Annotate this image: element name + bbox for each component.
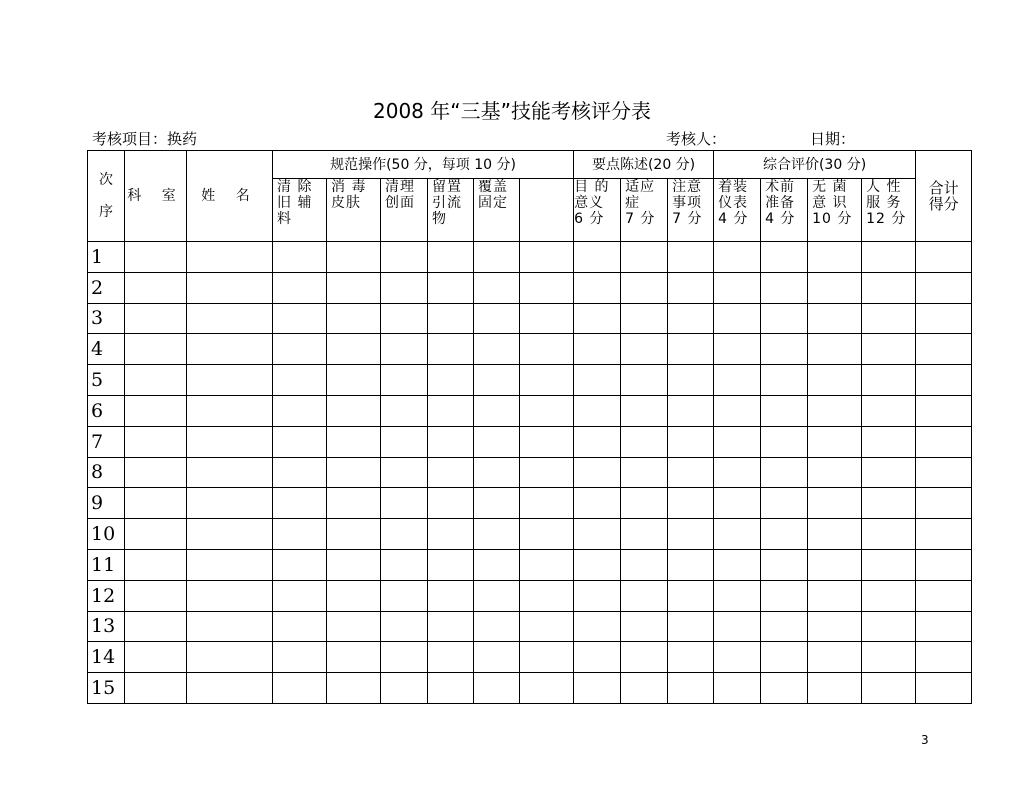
score-cell[interactable] xyxy=(668,457,714,488)
header-name: 姓 名 xyxy=(187,151,273,242)
score-cell[interactable] xyxy=(520,549,574,580)
group-overall-evaluation: 综合评价(30 分) xyxy=(714,151,916,179)
score-cell[interactable] xyxy=(474,334,520,365)
score-cell[interactable] xyxy=(428,580,474,611)
subheader-disinfect-skin: 消 毒 皮肤 xyxy=(327,179,381,242)
subheader-cover-fix: 覆盖 固定 xyxy=(474,179,520,242)
assessor-label: 考核人： xyxy=(666,130,727,148)
date-label: 日期： xyxy=(810,130,856,148)
score-cell[interactable] xyxy=(187,611,273,642)
score-cell[interactable] xyxy=(761,519,808,550)
score-cell[interactable] xyxy=(520,426,574,457)
table-row xyxy=(88,580,972,611)
score-cell[interactable] xyxy=(862,549,916,580)
score-cell[interactable] xyxy=(862,426,916,457)
score-cell[interactable] xyxy=(474,488,520,519)
score-cell[interactable] xyxy=(574,519,621,550)
score-cell[interactable] xyxy=(761,549,808,580)
score-cell[interactable] xyxy=(327,365,381,396)
subheader-remove-dressing: 清 除 旧 辅 料 xyxy=(273,179,327,242)
score-cell[interactable] xyxy=(187,457,273,488)
score-cell[interactable] xyxy=(520,580,574,611)
score-cell[interactable] xyxy=(574,457,621,488)
table-row xyxy=(88,673,972,704)
score-cell[interactable] xyxy=(273,334,327,365)
score-cell[interactable] xyxy=(916,457,972,488)
row-number: 7 xyxy=(88,426,125,457)
score-cell[interactable] xyxy=(714,580,761,611)
score-cell[interactable] xyxy=(862,457,916,488)
score-cell[interactable] xyxy=(761,611,808,642)
group-key-statement: 要点陈述(20 分) xyxy=(574,151,714,179)
score-cell[interactable] xyxy=(428,365,474,396)
score-cell[interactable] xyxy=(428,426,474,457)
score-cell[interactable] xyxy=(273,673,327,704)
score-cell[interactable] xyxy=(381,519,428,550)
score-cell[interactable] xyxy=(520,303,574,334)
score-cell[interactable] xyxy=(428,642,474,673)
row-number: 1 xyxy=(88,242,125,273)
score-cell[interactable] xyxy=(381,395,428,426)
score-cell[interactable] xyxy=(187,488,273,519)
score-cell[interactable] xyxy=(428,673,474,704)
score-cell[interactable] xyxy=(574,303,621,334)
score-cell[interactable] xyxy=(621,242,668,273)
header-order: 次 序 xyxy=(88,151,125,242)
score-cell[interactable] xyxy=(862,642,916,673)
score-cell[interactable] xyxy=(668,334,714,365)
score-cell[interactable] xyxy=(381,673,428,704)
score-cell[interactable] xyxy=(520,673,574,704)
table-row xyxy=(88,426,972,457)
score-cell[interactable] xyxy=(474,673,520,704)
score-cell[interactable] xyxy=(714,365,761,396)
score-cell[interactable] xyxy=(714,395,761,426)
score-cell[interactable] xyxy=(668,611,714,642)
score-cell[interactable] xyxy=(574,642,621,673)
assessment-project-label: 考核项目：换药 xyxy=(92,130,198,148)
score-cell[interactable] xyxy=(574,580,621,611)
score-cell[interactable] xyxy=(520,457,574,488)
table-row xyxy=(88,549,972,580)
row-number: 15 xyxy=(88,673,125,704)
score-cell[interactable] xyxy=(187,673,273,704)
score-cell[interactable] xyxy=(808,365,862,396)
score-cell[interactable] xyxy=(714,303,761,334)
score-cell[interactable] xyxy=(621,457,668,488)
score-cell[interactable] xyxy=(916,549,972,580)
score-cell[interactable] xyxy=(862,334,916,365)
score-cell[interactable] xyxy=(187,395,273,426)
row-number: 11 xyxy=(88,549,125,580)
score-cell[interactable] xyxy=(381,580,428,611)
subheader-place-drain: 留置 引流 物 xyxy=(428,179,474,242)
score-cell[interactable] xyxy=(916,673,972,704)
score-cell[interactable] xyxy=(327,611,381,642)
score-cell[interactable] xyxy=(327,395,381,426)
score-cell[interactable] xyxy=(621,549,668,580)
row-number: 4 xyxy=(88,334,125,365)
score-cell[interactable] xyxy=(761,673,808,704)
score-cell[interactable] xyxy=(808,457,862,488)
score-cell[interactable] xyxy=(474,303,520,334)
score-cell[interactable] xyxy=(714,611,761,642)
score-cell[interactable] xyxy=(125,242,187,273)
score-cell[interactable] xyxy=(381,457,428,488)
header-department: 科 室 xyxy=(125,151,187,242)
score-cell[interactable] xyxy=(474,611,520,642)
score-cell[interactable] xyxy=(808,580,862,611)
score-cell[interactable] xyxy=(574,272,621,303)
score-cell[interactable] xyxy=(574,549,621,580)
score-cell[interactable] xyxy=(668,673,714,704)
score-cell[interactable] xyxy=(327,303,381,334)
score-cell[interactable] xyxy=(761,426,808,457)
score-cell[interactable] xyxy=(125,642,187,673)
score-cell[interactable] xyxy=(381,426,428,457)
score-cell[interactable] xyxy=(621,488,668,519)
score-cell[interactable] xyxy=(621,580,668,611)
score-cell[interactable] xyxy=(574,395,621,426)
score-cell[interactable] xyxy=(125,611,187,642)
score-cell[interactable] xyxy=(381,272,428,303)
page-number: 3 xyxy=(921,733,929,747)
score-cell[interactable] xyxy=(520,611,574,642)
score-cell[interactable] xyxy=(520,272,574,303)
score-cell[interactable] xyxy=(808,272,862,303)
group-standard-operation: 规范操作(50 分，每项 10 分) xyxy=(273,151,574,179)
score-cell[interactable] xyxy=(273,395,327,426)
score-cell[interactable] xyxy=(714,457,761,488)
score-cell[interactable] xyxy=(327,272,381,303)
score-cell[interactable] xyxy=(520,334,574,365)
score-cell[interactable] xyxy=(621,395,668,426)
score-cell[interactable] xyxy=(808,488,862,519)
score-cell[interactable] xyxy=(520,519,574,550)
score-cell[interactable] xyxy=(327,426,381,457)
score-cell[interactable] xyxy=(520,642,574,673)
score-cell[interactable] xyxy=(428,272,474,303)
score-cell[interactable] xyxy=(668,272,714,303)
table-row xyxy=(88,303,972,334)
row-number: 14 xyxy=(88,642,125,673)
score-cell[interactable] xyxy=(125,519,187,550)
table-row xyxy=(88,519,972,550)
score-cell[interactable] xyxy=(862,365,916,396)
score-cell[interactable] xyxy=(916,519,972,550)
score-cell[interactable] xyxy=(428,488,474,519)
score-cell[interactable] xyxy=(428,549,474,580)
score-cell[interactable] xyxy=(761,580,808,611)
table-row xyxy=(88,642,972,673)
score-cell[interactable] xyxy=(125,673,187,704)
score-cell[interactable] xyxy=(381,488,428,519)
table-row xyxy=(88,457,972,488)
score-cell[interactable] xyxy=(273,580,327,611)
score-cell[interactable] xyxy=(808,303,862,334)
score-cell[interactable] xyxy=(621,303,668,334)
score-cell[interactable] xyxy=(273,365,327,396)
score-cell[interactable] xyxy=(474,549,520,580)
score-cell[interactable] xyxy=(381,642,428,673)
score-cell[interactable] xyxy=(714,488,761,519)
table-row xyxy=(88,242,972,273)
score-cell[interactable] xyxy=(574,242,621,273)
score-cell[interactable] xyxy=(862,395,916,426)
score-cell[interactable] xyxy=(125,549,187,580)
score-cell[interactable] xyxy=(761,642,808,673)
score-cell[interactable] xyxy=(474,457,520,488)
score-cell[interactable] xyxy=(574,365,621,396)
table-row xyxy=(88,611,972,642)
score-cell[interactable] xyxy=(381,611,428,642)
row-number: 8 xyxy=(88,457,125,488)
score-cell[interactable] xyxy=(916,611,972,642)
row-number: 9 xyxy=(88,488,125,519)
score-cell[interactable] xyxy=(474,395,520,426)
score-cell[interactable] xyxy=(187,334,273,365)
subheader-clean-wound: 清理 创面 xyxy=(381,179,428,242)
score-cell[interactable] xyxy=(714,642,761,673)
score-cell[interactable] xyxy=(761,242,808,273)
table-row xyxy=(88,395,972,426)
score-cell[interactable] xyxy=(327,488,381,519)
score-cell[interactable] xyxy=(574,426,621,457)
score-cell[interactable] xyxy=(621,334,668,365)
score-cell[interactable] xyxy=(474,519,520,550)
score-cell[interactable] xyxy=(808,611,862,642)
score-cell[interactable] xyxy=(668,303,714,334)
score-cell[interactable] xyxy=(125,303,187,334)
score-cell[interactable] xyxy=(808,673,862,704)
score-cell[interactable] xyxy=(808,242,862,273)
score-cell[interactable] xyxy=(428,334,474,365)
score-cell[interactable] xyxy=(273,303,327,334)
score-cell[interactable] xyxy=(862,611,916,642)
score-cell[interactable] xyxy=(621,519,668,550)
score-cell[interactable] xyxy=(714,426,761,457)
score-cell[interactable] xyxy=(474,242,520,273)
score-cell[interactable] xyxy=(862,673,916,704)
score-cell[interactable] xyxy=(125,334,187,365)
table-row xyxy=(88,488,972,519)
score-cell[interactable] xyxy=(125,580,187,611)
score-cell[interactable] xyxy=(668,365,714,396)
score-cell[interactable] xyxy=(273,242,327,273)
score-cell[interactable] xyxy=(187,549,273,580)
score-table xyxy=(87,150,972,704)
score-cell[interactable] xyxy=(187,580,273,611)
score-cell[interactable] xyxy=(273,549,327,580)
score-cell[interactable] xyxy=(327,549,381,580)
row-number: 10 xyxy=(88,519,125,550)
score-cell[interactable] xyxy=(621,673,668,704)
score-cell[interactable] xyxy=(916,488,972,519)
score-cell[interactable] xyxy=(327,673,381,704)
score-cell[interactable] xyxy=(916,426,972,457)
score-cell[interactable] xyxy=(862,519,916,550)
table-row xyxy=(88,365,972,396)
subheader-blank xyxy=(520,179,574,242)
score-cell[interactable] xyxy=(714,242,761,273)
score-cell[interactable] xyxy=(761,395,808,426)
subheader-aseptic-awareness: 无 菌 意 识 10 分 xyxy=(808,179,862,242)
score-cell[interactable] xyxy=(187,365,273,396)
score-cell[interactable] xyxy=(273,642,327,673)
score-cell[interactable] xyxy=(916,395,972,426)
score-cell[interactable] xyxy=(381,365,428,396)
score-cell[interactable] xyxy=(808,519,862,550)
score-cell[interactable] xyxy=(520,242,574,273)
subheader-precautions: 注意 事项 7 分 xyxy=(668,179,714,242)
row-number: 6 xyxy=(88,395,125,426)
subheader-humane-service: 人 性 服 务 12 分 xyxy=(862,179,916,242)
score-cell[interactable] xyxy=(916,272,972,303)
score-cell[interactable] xyxy=(327,580,381,611)
row-number: 12 xyxy=(88,580,125,611)
score-cell[interactable] xyxy=(474,580,520,611)
score-cell[interactable] xyxy=(428,395,474,426)
score-cell[interactable] xyxy=(761,365,808,396)
score-cell[interactable] xyxy=(520,488,574,519)
score-cell[interactable] xyxy=(761,488,808,519)
score-cell[interactable] xyxy=(621,272,668,303)
score-cell[interactable] xyxy=(273,272,327,303)
subheader-preoperative-prep: 术前 准备 4 分 xyxy=(761,179,808,242)
score-cell[interactable] xyxy=(862,272,916,303)
score-cell[interactable] xyxy=(520,395,574,426)
score-cell[interactable] xyxy=(125,395,187,426)
score-cell[interactable] xyxy=(808,426,862,457)
score-cell[interactable] xyxy=(327,242,381,273)
score-cell[interactable] xyxy=(808,395,862,426)
score-cell[interactable] xyxy=(474,642,520,673)
subheader-indication: 适应 症 7 分 xyxy=(621,179,668,242)
score-cell[interactable] xyxy=(714,272,761,303)
score-cell[interactable] xyxy=(428,303,474,334)
score-cell[interactable] xyxy=(381,549,428,580)
score-cell[interactable] xyxy=(574,673,621,704)
score-cell[interactable] xyxy=(916,365,972,396)
score-cell[interactable] xyxy=(125,488,187,519)
score-cell[interactable] xyxy=(862,580,916,611)
score-cell[interactable] xyxy=(574,611,621,642)
score-cell[interactable] xyxy=(474,272,520,303)
header-total-score: 合计 得分 xyxy=(916,151,972,242)
score-cell[interactable] xyxy=(916,303,972,334)
score-cell[interactable] xyxy=(668,519,714,550)
score-cell[interactable] xyxy=(916,642,972,673)
score-cell[interactable] xyxy=(668,395,714,426)
score-cell[interactable] xyxy=(125,365,187,396)
row-number: 5 xyxy=(88,365,125,396)
score-cell[interactable] xyxy=(761,272,808,303)
score-cell[interactable] xyxy=(474,426,520,457)
score-cell[interactable] xyxy=(125,457,187,488)
score-cell[interactable] xyxy=(714,673,761,704)
score-cell[interactable] xyxy=(428,242,474,273)
score-cell[interactable] xyxy=(862,303,916,334)
row-number: 3 xyxy=(88,303,125,334)
score-cell[interactable] xyxy=(668,426,714,457)
score-cell[interactable] xyxy=(273,426,327,457)
score-cell[interactable] xyxy=(327,457,381,488)
score-cell[interactable] xyxy=(574,334,621,365)
page-title: 2008 年“三基”技能考核评分表 xyxy=(373,99,651,123)
score-cell[interactable] xyxy=(668,549,714,580)
score-cell[interactable] xyxy=(761,334,808,365)
score-cell[interactable] xyxy=(916,580,972,611)
score-cell[interactable] xyxy=(125,272,187,303)
score-cell[interactable] xyxy=(916,334,972,365)
row-number: 13 xyxy=(88,611,125,642)
score-cell[interactable] xyxy=(714,334,761,365)
score-cell[interactable] xyxy=(668,242,714,273)
table-row xyxy=(88,272,972,303)
score-cell[interactable] xyxy=(428,457,474,488)
score-cell[interactable] xyxy=(574,488,621,519)
score-cell[interactable] xyxy=(862,488,916,519)
score-cell[interactable] xyxy=(808,334,862,365)
score-cell[interactable] xyxy=(668,580,714,611)
score-cell[interactable] xyxy=(714,519,761,550)
score-cell[interactable] xyxy=(327,642,381,673)
score-cell[interactable] xyxy=(187,272,273,303)
score-cell[interactable] xyxy=(187,519,273,550)
score-cell[interactable] xyxy=(381,303,428,334)
score-cell[interactable] xyxy=(327,519,381,550)
score-cell[interactable] xyxy=(381,334,428,365)
score-cell[interactable] xyxy=(668,642,714,673)
score-cell[interactable] xyxy=(621,611,668,642)
score-cell[interactable] xyxy=(808,549,862,580)
score-cell[interactable] xyxy=(428,611,474,642)
score-cell[interactable] xyxy=(761,457,808,488)
subheader-attire: 着装 仪表 4 分 xyxy=(714,179,761,242)
table-row xyxy=(88,334,972,365)
score-cell[interactable] xyxy=(621,642,668,673)
score-cell[interactable] xyxy=(428,519,474,550)
score-cell[interactable] xyxy=(381,242,428,273)
score-cell[interactable] xyxy=(808,642,862,673)
score-cell[interactable] xyxy=(187,303,273,334)
score-cell[interactable] xyxy=(273,611,327,642)
score-cell[interactable] xyxy=(273,519,327,550)
score-cell[interactable] xyxy=(273,488,327,519)
score-cell[interactable] xyxy=(761,303,808,334)
score-cell[interactable] xyxy=(327,334,381,365)
score-cell[interactable] xyxy=(621,426,668,457)
score-cell[interactable] xyxy=(125,426,187,457)
row-number: 2 xyxy=(88,272,125,303)
score-cell[interactable] xyxy=(668,488,714,519)
subheader-purpose: 目 的 意义 6 分 xyxy=(574,179,621,242)
score-cell[interactable] xyxy=(714,549,761,580)
score-cell[interactable] xyxy=(862,242,916,273)
score-cell[interactable] xyxy=(187,426,273,457)
score-cell[interactable] xyxy=(474,365,520,396)
score-cell[interactable] xyxy=(916,242,972,273)
score-cell[interactable] xyxy=(621,365,668,396)
score-cell[interactable] xyxy=(520,365,574,396)
score-cell[interactable] xyxy=(273,457,327,488)
score-cell[interactable] xyxy=(187,642,273,673)
score-cell[interactable] xyxy=(187,242,273,273)
